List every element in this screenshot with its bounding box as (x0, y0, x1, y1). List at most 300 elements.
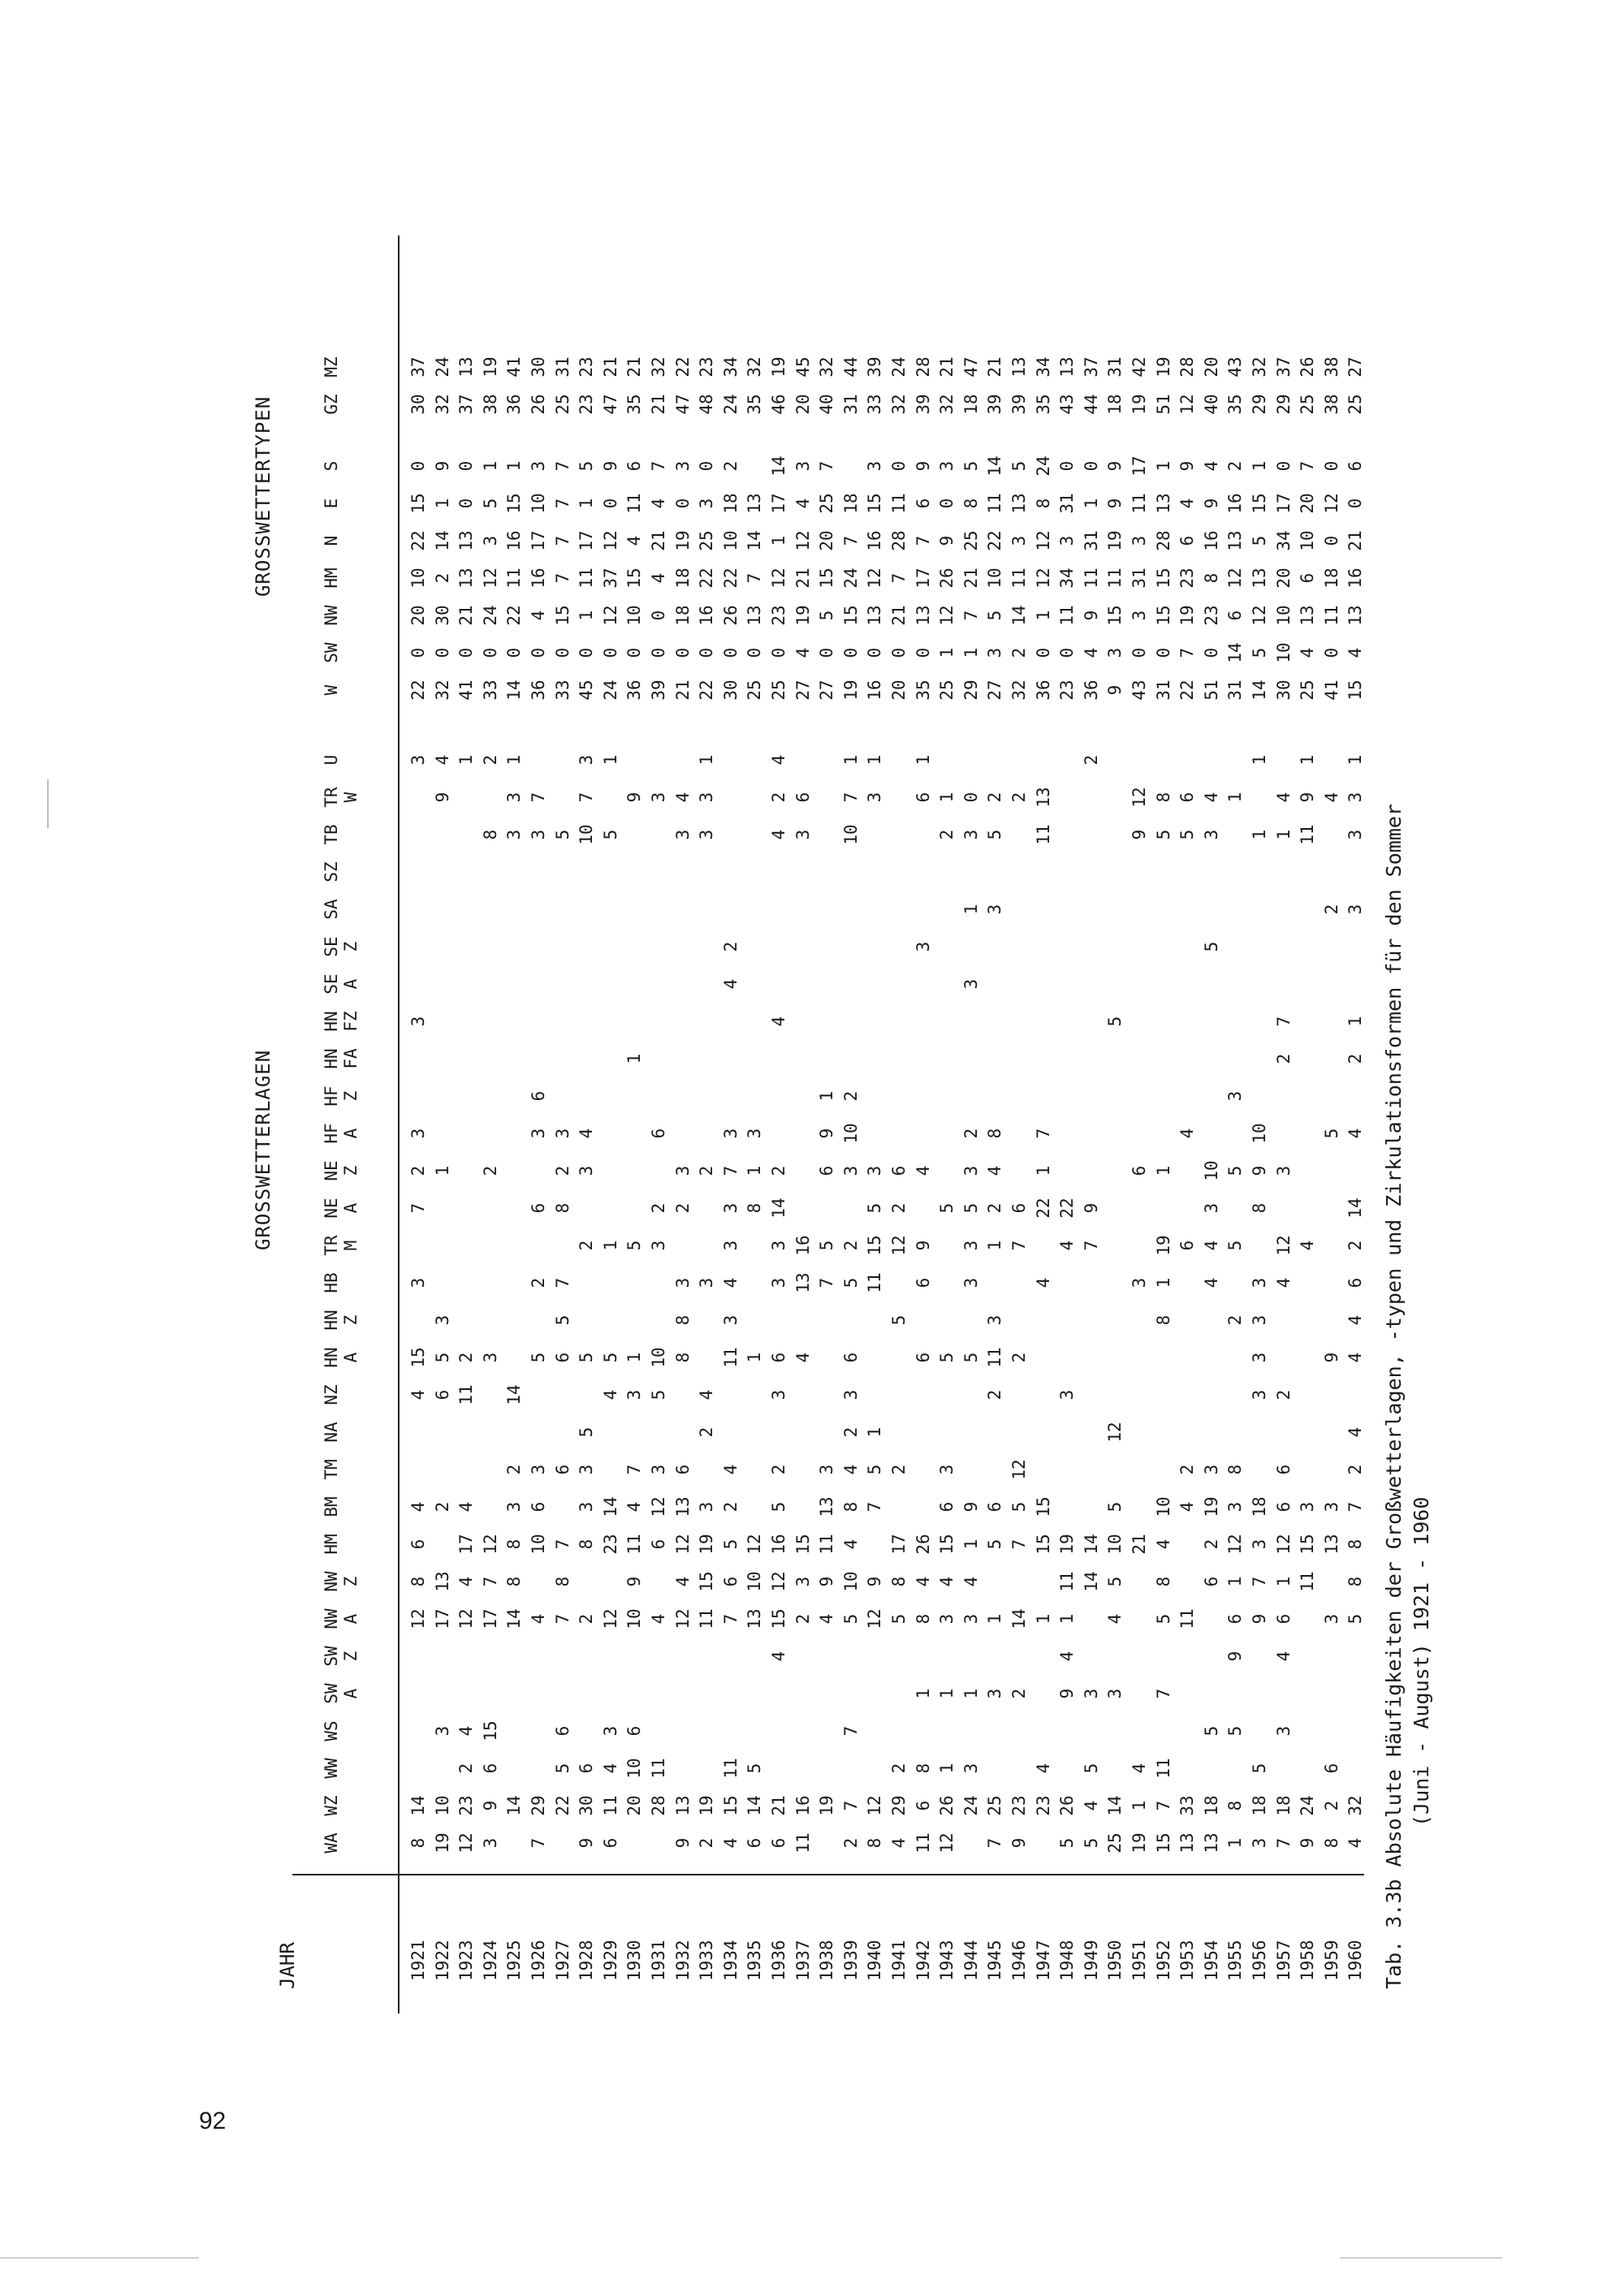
table-cell: 4 (649, 572, 668, 584)
table-cell: 2 (432, 1501, 452, 1513)
column-header-top: HF (322, 1085, 341, 1107)
table-cell: 4 (408, 1389, 428, 1400)
table-cell: 4 (961, 1576, 981, 1587)
table-cell: 5 (1250, 535, 1269, 546)
table-cell: 21 (937, 356, 957, 378)
table-cell: 12 (456, 1832, 477, 1854)
table-cell: 3 (529, 1464, 548, 1475)
table-cell: 3 (720, 1314, 741, 1326)
table-cell: 3 (672, 1277, 693, 1288)
table-cell: 5 (1153, 1613, 1173, 1625)
table-cell: 6 (649, 1539, 668, 1550)
table-cell: 19 (697, 1795, 717, 1816)
column-header-top: HN (322, 1310, 341, 1331)
year-cell: 1930 (624, 1940, 645, 1981)
table-cell: 9 (480, 1800, 500, 1811)
caption-line-1: Tab. 3.3b Absolute Häufigkeiten der Großwetterlagen, -typen und Zirkulationsformen für den Sommer (1382, 804, 1406, 1989)
table-cell: 12 (1225, 1534, 1246, 1555)
table-cell: 22 (408, 530, 428, 551)
table-cell: 12 (456, 1608, 477, 1629)
table-cell: 4 (769, 1651, 788, 1662)
table-cell: 4 (1298, 1240, 1318, 1251)
table-cell: 6 (1298, 572, 1318, 584)
table-cell: 19 (1153, 356, 1173, 378)
table-cell: 10 (720, 530, 741, 551)
table-cell: 4 (1273, 792, 1294, 803)
table-row (935, 235, 959, 2013)
table-cell: 30 (432, 605, 452, 626)
table-cell: 7 (480, 1576, 500, 1587)
table-cell: 3 (1273, 1725, 1294, 1737)
table-cell: 4 (1081, 647, 1101, 658)
table-cell: 15 (504, 493, 525, 514)
table-cell: 9 (937, 535, 957, 546)
column-header-top: GZ (322, 394, 341, 415)
table-cell: 25 (1345, 394, 1366, 415)
table-cell: 5 (600, 829, 620, 840)
table-cell: 7 (840, 792, 861, 803)
table-cell: 25 (985, 1795, 1005, 1816)
table-row (1199, 235, 1224, 2013)
table-cell: 8 (1345, 1539, 1366, 1550)
table-cell: 5 (577, 1352, 597, 1363)
table-cell: 24 (1033, 455, 1053, 477)
table-cell: 20 (817, 530, 837, 551)
table-cell: 3 (697, 829, 717, 840)
table-cell: 7 (1153, 1688, 1173, 1699)
table-cell: 4 (1057, 1651, 1078, 1662)
table-cell: 5 (937, 1352, 957, 1363)
table-cell: 17 (577, 530, 597, 551)
table-cell: 15 (840, 605, 861, 626)
table-cell: 5 (1225, 1240, 1246, 1251)
table-cell: 7 (529, 1837, 548, 1849)
year-cell: 1947 (1033, 1940, 1053, 1981)
table-cell: 5 (577, 460, 597, 472)
column-header-top: NE (322, 1198, 341, 1219)
table-cell: 25 (1298, 680, 1318, 701)
table-cell: 6 (985, 1501, 1005, 1513)
table-cell: 18 (1321, 568, 1341, 589)
table-cell: 11 (1105, 568, 1125, 589)
table-cell: 8 (1153, 1576, 1173, 1587)
table-cell: 1 (624, 1352, 645, 1363)
table-cell: 20 (624, 1795, 645, 1816)
table-cell: 0 (1273, 460, 1294, 472)
column-header-trw (322, 781, 361, 814)
table-cell: 6 (1225, 610, 1246, 621)
column-header-sa (322, 893, 341, 926)
table-cell: 15 (480, 1720, 500, 1741)
table-cell: 9 (1321, 1352, 1341, 1363)
table-cell: 10 (840, 1123, 861, 1144)
table-cell: 5 (1081, 1763, 1101, 1774)
table-cell: 22 (1033, 1198, 1053, 1219)
scan-margin-mark (47, 779, 49, 828)
table-cell: 23 (577, 356, 597, 378)
table-cell: 23 (600, 1534, 620, 1555)
year-cell: 1940 (865, 1940, 885, 1981)
table-cell: 5 (624, 1240, 645, 1251)
table-cell: 5 (577, 1426, 597, 1438)
table-cell: 38 (1321, 394, 1341, 415)
table-cell: 9 (961, 1501, 981, 1513)
table-cell: 6 (480, 1763, 500, 1774)
year-cell: 1938 (817, 1940, 837, 1981)
table-cell: 2 (769, 1165, 788, 1176)
table-cell: 43 (1225, 356, 1246, 378)
table-cell: 4 (672, 1576, 693, 1587)
table-cell: 12 (600, 1608, 620, 1629)
table-cell: 5 (840, 1613, 861, 1625)
table-cell: 5 (817, 610, 837, 621)
table-cell: 51 (1153, 394, 1173, 415)
column-header-gz (322, 388, 341, 421)
table-cell: 11 (1009, 568, 1029, 589)
table-cell: 35 (624, 394, 645, 415)
table-cell: 3 (985, 1314, 1005, 1326)
table-cell: 10 (408, 568, 428, 589)
column-header-top: HB (322, 1272, 341, 1293)
table-cell: 15 (937, 1534, 957, 1555)
table-cell: 15 (720, 1795, 741, 1816)
table-cell: 32 (745, 356, 765, 378)
table-cell: 31 (552, 356, 572, 378)
table-cell: 32 (1345, 1795, 1366, 1816)
table-cell: 3 (649, 1464, 668, 1475)
table-cell: 3 (793, 460, 813, 472)
table-row (791, 235, 815, 2013)
table-cell: 8 (865, 1837, 885, 1849)
table-cell: 6 (793, 792, 813, 803)
table-cell: 4 (529, 610, 548, 621)
table-cell: 4 (577, 1128, 597, 1139)
table-cell: 10 (1250, 1123, 1269, 1144)
column-header-top: SE (322, 936, 341, 957)
column-header-s (322, 450, 341, 482)
year-cell: 1958 (1298, 1940, 1318, 1981)
table-cell: 7 (840, 1725, 861, 1737)
table-cell: 25 (697, 530, 717, 551)
table-cell: 3 (1225, 1090, 1246, 1102)
table-cell: 22 (720, 568, 741, 589)
table-cell: 7 (552, 498, 572, 509)
table-row (1247, 235, 1272, 2013)
table-cell: 16 (865, 530, 885, 551)
column-header-top: E (322, 498, 341, 509)
table-cell: 3 (961, 829, 981, 840)
table-cell: 15 (697, 1571, 717, 1592)
table-cell: 9 (1225, 1651, 1246, 1662)
table-cell: 3 (817, 1464, 837, 1475)
table-cell: 19 (1105, 530, 1125, 551)
table-cell: 44 (840, 356, 861, 378)
table-caption (1380, 804, 1436, 1989)
table-cell: 13 (1009, 356, 1029, 378)
table-cell: 36 (529, 680, 548, 701)
table-cell: 4 (1177, 1501, 1198, 1513)
table-cell: 21 (649, 394, 668, 415)
table-cell: 2 (480, 1165, 500, 1176)
column-header-wz (322, 1789, 341, 1822)
table-cell: 39 (1009, 394, 1029, 415)
table-cell: 14 (1345, 1198, 1366, 1219)
table-cell: 3 (649, 1240, 668, 1251)
table-cell: 12 (600, 605, 620, 626)
table-cell: 14 (432, 530, 452, 551)
table-cell: 4 (649, 1613, 668, 1625)
table-cell: 5 (1345, 1613, 1366, 1625)
table-cell: 2 (840, 1090, 861, 1102)
table-cell: 11 (1057, 605, 1078, 626)
table-cell: 16 (793, 1795, 813, 1816)
year-cell: 1942 (913, 1940, 933, 1981)
table-cell: 6 (889, 1165, 909, 1176)
table-cell: 16 (504, 530, 525, 551)
table-cell: 8 (985, 1128, 1005, 1139)
table-cell: 8 (672, 1314, 693, 1326)
column-header-bottom: Z (341, 941, 361, 952)
table-cell: 11 (1129, 493, 1149, 514)
table-cell: 24 (432, 356, 452, 378)
year-cell: 1937 (793, 1940, 813, 1981)
table-cell: 1 (432, 498, 452, 509)
table-cell: 6 (1129, 1165, 1149, 1176)
table-cell: 12 (1009, 1459, 1029, 1480)
table-cell: 25 (1105, 1832, 1125, 1854)
table-cell: 7 (1153, 1800, 1173, 1811)
table-cell: 29 (961, 680, 981, 701)
table-cell: 13 (1033, 787, 1053, 808)
table-cell: 16 (865, 680, 885, 701)
table-row (551, 235, 575, 2013)
table-cell: 19 (1177, 605, 1198, 626)
column-header-top: HN (322, 1011, 341, 1032)
table-cell: 7 (1081, 1240, 1101, 1251)
table-cell: 15 (1345, 680, 1366, 701)
table-cell: 8 (913, 1613, 933, 1625)
table-cell: 1 (624, 1053, 645, 1064)
table-cell: 1 (985, 1240, 1005, 1251)
table-cell: 14 (408, 1795, 428, 1816)
table-cell: 6 (913, 792, 933, 803)
table-cell: 10 (985, 568, 1005, 589)
table-cell: 20 (889, 680, 909, 701)
table-cell: 29 (529, 1795, 548, 1816)
table-cell: 9 (1081, 1202, 1101, 1214)
table-cell: 1 (577, 610, 597, 621)
table-row (767, 235, 791, 2013)
table-cell: 17 (913, 568, 933, 589)
table-cell: 1 (697, 754, 717, 766)
table-cell: 13 (1177, 1832, 1198, 1854)
table-cell: 6 (552, 1464, 572, 1475)
table-cell: 6 (1321, 1763, 1341, 1774)
column-header-ww (322, 1752, 341, 1785)
table-cell: 5 (985, 1539, 1005, 1550)
table-cell: 0 (889, 460, 909, 472)
table-cell: 3 (793, 1576, 813, 1587)
year-cell: 1953 (1177, 1940, 1198, 1981)
table-cell: 18 (840, 493, 861, 514)
table-cell: 20 (1201, 356, 1221, 378)
table-cell: 3 (408, 1016, 428, 1027)
table-cell: 34 (720, 356, 741, 378)
table-cell: 13 (1250, 568, 1269, 589)
column-header-bottom: A (341, 1613, 361, 1625)
column-header-top: TM (322, 1459, 341, 1480)
table-cell: 14 (745, 1795, 765, 1816)
table-cell: 4 (432, 754, 452, 766)
table-cell: 2 (985, 1202, 1005, 1214)
table-cell: 2 (1321, 904, 1341, 915)
table-cell: 32 (1250, 356, 1269, 378)
table-row (478, 235, 503, 2013)
table-cell: 12 (1033, 530, 1053, 551)
table-row (1079, 235, 1104, 2013)
table-cell: 9 (1105, 460, 1125, 472)
table-row (1272, 235, 1296, 2013)
year-cell: 1944 (961, 1940, 981, 1981)
column-header-bottom: Z (341, 1090, 361, 1102)
column-header-top: NA (322, 1422, 341, 1443)
table-row (1175, 235, 1199, 2013)
table-cell: 34 (1033, 356, 1053, 378)
column-header-top: TB (322, 824, 341, 845)
table-cell: 2 (697, 1165, 717, 1176)
table-cell: 8 (504, 1539, 525, 1550)
table-cell: 12 (865, 568, 885, 589)
table-cell: 2 (840, 1240, 861, 1251)
table-cell: 7 (1345, 1501, 1366, 1513)
column-header-top: WA (322, 1832, 341, 1854)
table-cell: 3 (1057, 1389, 1078, 1400)
table-cell: 11 (649, 1758, 668, 1779)
table-row (814, 235, 839, 2013)
table-cell: 3 (1009, 535, 1029, 546)
table-cell: 0 (817, 647, 837, 658)
table-cell: 7 (865, 1501, 885, 1513)
year-cell: 1921 (408, 1940, 428, 1981)
table-cell: 4 (408, 1501, 428, 1513)
table-cell: 3 (624, 1389, 645, 1400)
column-header-u (322, 744, 341, 776)
table-cell: 13 (1345, 605, 1366, 626)
table-cell: 0 (624, 647, 645, 658)
table-cell: 4 (1321, 792, 1341, 803)
column-header-top: HM (322, 1534, 341, 1555)
table-cell: 12 (769, 568, 788, 589)
table-cell: 6 (432, 1389, 452, 1400)
table-cell: 1 (1153, 1277, 1173, 1288)
table-cell: 3 (793, 829, 813, 840)
column-header-top: BM (322, 1496, 341, 1517)
table-cell: 4 (1345, 1426, 1366, 1438)
table-cell: 2 (697, 1837, 717, 1849)
table-cell: 4 (1273, 1277, 1294, 1288)
table-cell: 5 (985, 829, 1005, 840)
table-cell: 5 (865, 1464, 885, 1475)
table-cell: 2 (672, 1202, 693, 1214)
column-header-top: SW (322, 1683, 341, 1704)
table-cell: 4 (1201, 1240, 1221, 1251)
table-cell: 13 (1225, 530, 1246, 551)
table-cell: 17 (432, 1608, 452, 1629)
table-cell: 3 (480, 1837, 500, 1849)
table-cell: 7 (552, 1277, 572, 1288)
column-header-top: NZ (322, 1384, 341, 1405)
table-cell: 6 (1273, 1613, 1294, 1625)
table-cell: 12 (937, 1832, 957, 1854)
table-cell: 5 (889, 1314, 909, 1326)
table-cell: 3 (480, 1352, 500, 1363)
table-cell: 1 (937, 1688, 957, 1699)
table-cell: 4 (1057, 1240, 1078, 1251)
column-header-nz (322, 1379, 341, 1411)
table-cell: 1 (1225, 1837, 1246, 1849)
page-number: 92 (199, 2108, 227, 2134)
table-cell: 19 (840, 680, 861, 701)
table-cell: 10 (1273, 605, 1294, 626)
table-row (887, 235, 911, 2013)
table-cell: 26 (720, 605, 741, 626)
table-cell: 1 (504, 754, 525, 766)
table-cell: 3 (745, 1128, 765, 1139)
table-cell: 3 (697, 792, 717, 803)
table-cell: 41 (1321, 680, 1341, 701)
table-cell: 37 (600, 568, 620, 589)
column-header-top: W (322, 684, 341, 696)
table-cell: 27 (1345, 356, 1366, 378)
table-cell: 5 (1081, 1837, 1101, 1849)
table-cell: 19 (432, 1832, 452, 1854)
table-cell: 5 (1177, 829, 1198, 840)
table-cell: 8 (408, 1576, 428, 1587)
column-header-trm (322, 1229, 361, 1262)
table-cell: 6 (1201, 1576, 1221, 1587)
table-cell: 33 (552, 680, 572, 701)
table-cell: 0 (480, 647, 500, 658)
table-cell: 1 (504, 460, 525, 472)
table-cell: 25 (745, 680, 765, 701)
table-cell: 1 (432, 1165, 452, 1176)
year-cell: 1928 (577, 1940, 597, 1981)
table-cell: 6 (529, 1202, 548, 1214)
table-cell: 8 (840, 1501, 861, 1513)
column-header-bottom: Z (341, 1651, 361, 1662)
table-cell: 32 (432, 680, 452, 701)
table-cell: 6 (1273, 1501, 1294, 1513)
column-header-hnfa (322, 1042, 361, 1075)
table-cell: 30 (577, 1795, 597, 1816)
table-cell: 7 (745, 572, 765, 584)
table-cell: 5 (1225, 1165, 1246, 1176)
table-cell: 14 (504, 1608, 525, 1629)
table-cell: 4 (1298, 647, 1318, 658)
table-cell: 3 (1129, 1277, 1149, 1288)
table-cell: 19 (1201, 1496, 1221, 1517)
table-cell: 32 (889, 394, 909, 415)
table-cell: 4 (793, 647, 813, 658)
table-cell: 0 (1321, 535, 1341, 546)
table-cell: 11 (889, 493, 909, 514)
table-cell: 1 (865, 1426, 885, 1438)
table-cell: 9 (577, 1837, 597, 1849)
table-cell: 2 (1273, 1053, 1294, 1064)
table-cell: 32 (649, 356, 668, 378)
column-header-top: SA (322, 899, 341, 920)
table-row (526, 235, 551, 2013)
